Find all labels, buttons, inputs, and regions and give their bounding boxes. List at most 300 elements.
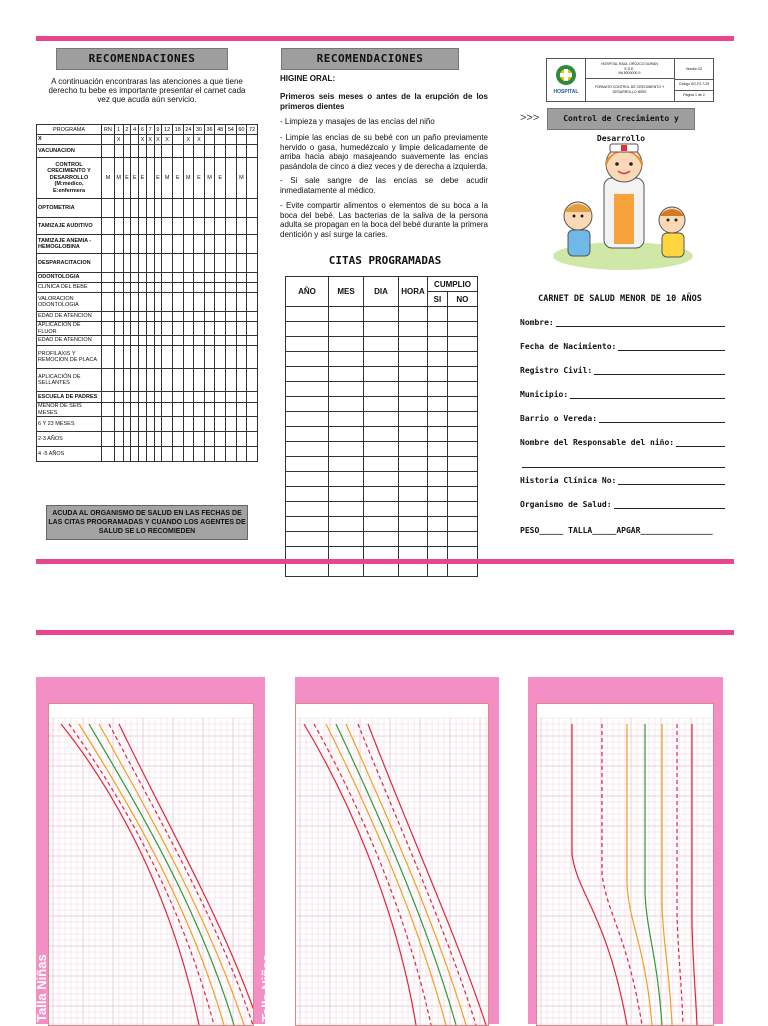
program-cell <box>162 145 173 158</box>
percentile-curve <box>368 724 486 1025</box>
program-cell <box>215 432 226 447</box>
program-row-label: 4 -5 AÑOS <box>37 447 102 462</box>
citas-cell[interactable] <box>364 322 399 337</box>
top-divider <box>36 36 734 41</box>
program-cell <box>194 346 205 369</box>
program-cell <box>139 293 147 312</box>
program-cell <box>139 218 147 235</box>
program-cell <box>204 392 215 403</box>
citas-cell[interactable] <box>447 472 477 487</box>
program-cell <box>123 273 131 283</box>
citas-cell[interactable] <box>364 457 399 472</box>
program-cell <box>139 447 147 462</box>
left-header: RECOMENDACIONES <box>56 48 228 70</box>
citas-cell[interactable] <box>329 307 364 322</box>
percentile-curve <box>346 724 466 1025</box>
citas-cell[interactable] <box>399 502 428 517</box>
citas-cell[interactable] <box>364 532 399 547</box>
program-cell <box>162 346 173 369</box>
program-cell <box>102 392 115 403</box>
citas-row <box>286 442 478 457</box>
program-cell <box>215 346 226 369</box>
program-cell <box>162 199 173 218</box>
program-cell <box>172 346 183 369</box>
program-cell <box>225 312 236 322</box>
arrow-icon: >>> <box>520 112 540 124</box>
citas-cell[interactable] <box>428 472 448 487</box>
citas-cell[interactable] <box>364 382 399 397</box>
citas-cell[interactable] <box>428 307 448 322</box>
carnet-field-input[interactable] <box>618 476 725 485</box>
citas-cell[interactable] <box>286 322 329 337</box>
program-cell: E <box>131 158 139 199</box>
citas-cell[interactable] <box>286 457 329 472</box>
program-cell <box>131 447 139 462</box>
citas-cell[interactable] <box>286 307 329 322</box>
program-cell <box>102 199 115 218</box>
program-cell <box>236 432 247 447</box>
program-cell <box>131 312 139 322</box>
program-cell <box>102 273 115 283</box>
program-row-label: APLICACIÓN DE FLUOR <box>37 322 102 336</box>
program-cell <box>139 145 147 158</box>
carnet-field-label: Registro Civil: <box>520 366 593 375</box>
program-cell <box>215 322 226 336</box>
percentile-curve <box>602 724 642 1025</box>
citas-cell[interactable] <box>428 517 448 532</box>
citas-cell[interactable] <box>286 412 329 427</box>
program-cell <box>225 447 236 462</box>
program-cell <box>114 199 123 218</box>
program-row <box>37 322 258 336</box>
program-cell <box>131 336 139 346</box>
program-cell <box>215 235 226 254</box>
citas-cell[interactable] <box>286 487 329 502</box>
carnet-field-label: Municipio: <box>520 390 569 399</box>
program-row <box>37 312 258 322</box>
citas-cell[interactable] <box>447 532 477 547</box>
program-cell <box>194 447 205 462</box>
citas-cell[interactable] <box>329 517 364 532</box>
program-row <box>37 417 258 432</box>
citas-cell[interactable] <box>428 352 448 367</box>
citas-cell[interactable] <box>329 457 364 472</box>
program-cell <box>225 403 236 417</box>
citas-cell[interactable] <box>428 337 448 352</box>
program-row <box>37 403 258 417</box>
program-cell <box>114 145 123 158</box>
program-cell <box>154 346 162 369</box>
citas-cell[interactable] <box>329 442 364 457</box>
program-cell <box>131 135 139 145</box>
chart-panel-2 <box>259 677 499 1024</box>
program-cell <box>154 293 162 312</box>
program-cell <box>247 322 258 336</box>
program-cell: M <box>162 158 173 199</box>
chart-title-3: Edad Niñas <box>516 951 531 1022</box>
program-cell <box>146 273 154 283</box>
program-cell <box>225 369 236 392</box>
carnet-field-input[interactable] <box>594 366 725 375</box>
citas-cell[interactable] <box>399 412 428 427</box>
citas-col-cumplio: CUMPLIO <box>428 277 478 292</box>
program-cell: M <box>204 158 215 199</box>
citas-cell[interactable] <box>447 322 477 337</box>
lower-divider <box>36 630 734 635</box>
citas-cell[interactable] <box>399 517 428 532</box>
citas-cell[interactable] <box>399 457 428 472</box>
carnet-field-input[interactable] <box>614 500 725 509</box>
chart-title-1: Talla Niñas <box>34 954 49 1022</box>
program-cell <box>194 432 205 447</box>
program-cell <box>247 235 258 254</box>
carnet-field <box>520 318 725 327</box>
program-cell <box>204 447 215 462</box>
program-cell <box>236 336 247 346</box>
citas-cell[interactable] <box>364 502 399 517</box>
program-cell <box>194 235 205 254</box>
program-cell <box>183 322 194 336</box>
citas-cell[interactable] <box>364 517 399 532</box>
citas-cell[interactable] <box>286 397 329 412</box>
program-cell <box>215 135 226 145</box>
program-cell <box>194 322 205 336</box>
program-cell <box>123 293 131 312</box>
program-cell <box>172 322 183 336</box>
citas-cell[interactable] <box>399 487 428 502</box>
citas-cell[interactable] <box>364 307 399 322</box>
citas-cell[interactable] <box>286 472 329 487</box>
citas-cell[interactable] <box>364 487 399 502</box>
program-row <box>37 135 258 145</box>
citas-cell[interactable] <box>399 472 428 487</box>
citas-cell[interactable] <box>329 412 364 427</box>
program-cell <box>236 273 247 283</box>
program-cell <box>215 145 226 158</box>
program-cell <box>162 322 173 336</box>
program-cell <box>154 273 162 283</box>
program-cell <box>162 273 173 283</box>
citas-cell[interactable] <box>364 352 399 367</box>
program-row <box>37 199 258 218</box>
doctor-children-illustration <box>548 138 698 278</box>
citas-cell[interactable] <box>447 502 477 517</box>
citas-cell[interactable] <box>428 532 448 547</box>
oral-bold-para: Primeros seis meses o antes de la erupción de los primeros dientes <box>280 92 488 111</box>
citas-cell[interactable] <box>428 457 448 472</box>
citas-cell[interactable] <box>364 442 399 457</box>
program-cell <box>215 392 226 403</box>
program-cell <box>162 283 173 293</box>
carnet-field <box>520 390 725 399</box>
program-cell <box>123 447 131 462</box>
program-cell <box>183 392 194 403</box>
program-cell <box>123 218 131 235</box>
citas-cell[interactable] <box>364 412 399 427</box>
program-cell <box>114 336 123 346</box>
program-cell <box>154 218 162 235</box>
citas-cell[interactable] <box>364 397 399 412</box>
citas-cell[interactable] <box>286 352 329 367</box>
carnet-field-label: Organismo de Salud: <box>520 500 612 509</box>
program-cell <box>139 322 147 336</box>
citas-cell[interactable] <box>329 472 364 487</box>
program-cell <box>204 336 215 346</box>
program-cell <box>154 392 162 403</box>
program-cell <box>247 283 258 293</box>
citas-cell[interactable] <box>286 337 329 352</box>
program-row-label: MENOR DE SEIS MESES <box>37 403 102 417</box>
program-cell <box>123 199 131 218</box>
program-cell <box>225 322 236 336</box>
program-cell <box>123 346 131 369</box>
program-cell <box>139 432 147 447</box>
program-col-3: 2 <box>123 125 131 135</box>
program-cell <box>172 135 183 145</box>
program-cell <box>131 254 139 273</box>
citas-cell[interactable] <box>399 427 428 442</box>
program-cell <box>172 432 183 447</box>
percentile-curve <box>314 724 431 1025</box>
program-cell <box>194 145 205 158</box>
citas-cell[interactable] <box>447 427 477 442</box>
carnet-field-input[interactable] <box>599 414 725 423</box>
section-title: Control de Crecimiento y Desarrollo <box>547 108 695 130</box>
citas-cell[interactable] <box>447 307 477 322</box>
program-cell <box>204 235 215 254</box>
citas-cell[interactable] <box>329 367 364 382</box>
program-cell <box>172 403 183 417</box>
citas-cell[interactable] <box>447 337 477 352</box>
citas-cell[interactable] <box>364 472 399 487</box>
citas-cell[interactable] <box>329 532 364 547</box>
program-cell: X <box>146 135 154 145</box>
program-cell <box>123 369 131 392</box>
program-row <box>37 293 258 312</box>
program-row-label: ESCUELA DE PADRES <box>37 392 102 403</box>
program-cell: E <box>123 158 131 199</box>
citas-cell[interactable] <box>329 337 364 352</box>
program-row-label: ODONTOLOGIA <box>37 273 102 283</box>
program-cell: E <box>154 158 162 199</box>
citas-cell[interactable] <box>329 382 364 397</box>
program-cell <box>247 199 258 218</box>
program-cell <box>225 392 236 403</box>
program-cell <box>215 283 226 293</box>
citas-cell[interactable] <box>447 442 477 457</box>
program-cell <box>131 218 139 235</box>
program-cell <box>183 293 194 312</box>
program-cell <box>183 312 194 322</box>
program-cell <box>247 312 258 322</box>
citas-cell[interactable] <box>428 382 448 397</box>
program-cell <box>225 336 236 346</box>
citas-cell[interactable] <box>329 427 364 442</box>
program-cell <box>131 369 139 392</box>
chart-panel-1 <box>36 677 265 1024</box>
program-cell <box>154 432 162 447</box>
program-cell <box>225 235 236 254</box>
program-cell <box>215 336 226 346</box>
carnet-field <box>520 476 725 485</box>
program-cell <box>139 403 147 417</box>
citas-cell[interactable] <box>447 382 477 397</box>
citas-cell[interactable] <box>329 322 364 337</box>
program-cell <box>162 417 173 432</box>
citas-cell[interactable] <box>447 457 477 472</box>
citas-cell[interactable] <box>286 502 329 517</box>
program-cell <box>114 346 123 369</box>
program-cell <box>102 312 115 322</box>
program-cell <box>204 346 215 369</box>
program-cell <box>183 235 194 254</box>
program-cell <box>236 312 247 322</box>
carnet-field-input[interactable] <box>570 390 725 399</box>
carnet-field-label: Historia Clínica No: <box>520 476 617 485</box>
program-cell <box>236 417 247 432</box>
program-cell <box>172 145 183 158</box>
program-row-label: APLICACIÓN DE SELLANTES <box>37 369 102 392</box>
citas-cell[interactable] <box>447 397 477 412</box>
citas-cell[interactable] <box>447 367 477 382</box>
program-cell: M <box>236 158 247 199</box>
citas-cell[interactable] <box>329 397 364 412</box>
citas-cell[interactable] <box>364 427 399 442</box>
citas-cell[interactable] <box>399 532 428 547</box>
program-cell <box>247 392 258 403</box>
program-cell <box>114 417 123 432</box>
program-cell: E <box>215 158 226 199</box>
program-row-label: X <box>37 135 102 145</box>
citas-cell[interactable] <box>329 352 364 367</box>
program-cell <box>114 312 123 322</box>
citas-cell[interactable] <box>399 322 428 337</box>
program-row <box>37 369 258 392</box>
citas-cell[interactable] <box>428 322 448 337</box>
program-cell <box>114 447 123 462</box>
program-col-12: 36 <box>204 125 215 135</box>
program-cell <box>146 417 154 432</box>
citas-cell[interactable] <box>286 427 329 442</box>
citas-cell[interactable] <box>447 487 477 502</box>
carnet-field-input[interactable] <box>618 342 725 351</box>
citas-cell[interactable] <box>329 487 364 502</box>
citas-cell[interactable] <box>399 382 428 397</box>
program-cell: X <box>183 135 194 145</box>
citas-cell[interactable] <box>399 367 428 382</box>
carnet-field-input[interactable] <box>556 318 725 327</box>
citas-cell[interactable] <box>428 502 448 517</box>
citas-cell[interactable] <box>364 367 399 382</box>
program-cell <box>225 273 236 283</box>
program-row <box>37 145 258 158</box>
growth-chart-1 <box>48 703 254 1026</box>
carnet-field-input[interactable] <box>676 438 725 447</box>
program-cell <box>123 417 131 432</box>
program-cell <box>123 145 131 158</box>
citas-cell[interactable] <box>399 307 428 322</box>
program-cell <box>139 312 147 322</box>
program-cell <box>114 392 123 403</box>
program-cell <box>247 293 258 312</box>
citas-cell[interactable] <box>399 397 428 412</box>
program-cell <box>204 322 215 336</box>
program-cell <box>183 346 194 369</box>
program-cell <box>183 432 194 447</box>
program-row-label: PROFILAXIS Y REMOCION DE PLACA <box>37 346 102 369</box>
citas-row <box>286 472 478 487</box>
citas-cell[interactable] <box>399 352 428 367</box>
program-cell <box>154 336 162 346</box>
percentile-curve <box>89 724 234 1025</box>
version-cell: Versión 02 <box>675 59 713 80</box>
citas-cell[interactable] <box>364 337 399 352</box>
citas-cell[interactable] <box>286 517 329 532</box>
citas-cell[interactable] <box>286 367 329 382</box>
citas-cell[interactable] <box>428 487 448 502</box>
hospital-line1: HOSPITAL RAUL OROZCO DURAN <box>601 62 658 66</box>
program-row <box>37 447 258 462</box>
program-cell <box>204 417 215 432</box>
program-cell <box>172 235 183 254</box>
citas-cell[interactable] <box>286 442 329 457</box>
program-cell <box>172 336 183 346</box>
program-cell <box>102 218 115 235</box>
program-cell <box>236 322 247 336</box>
program-cell <box>215 293 226 312</box>
growth-chart-3-svg <box>537 704 713 1025</box>
citas-cell[interactable] <box>447 352 477 367</box>
carnet-field-label: Fecha de Nacimiento: <box>520 342 617 351</box>
citas-cell[interactable] <box>428 367 448 382</box>
program-cell <box>247 218 258 235</box>
program-cell <box>247 432 258 447</box>
program-cell <box>154 145 162 158</box>
citas-cell[interactable] <box>329 502 364 517</box>
carnet-field <box>520 414 725 423</box>
citas-cell[interactable] <box>447 412 477 427</box>
citas-cell[interactable] <box>428 427 448 442</box>
citas-row <box>286 532 478 547</box>
citas-cell[interactable] <box>286 382 329 397</box>
citas-cell[interactable] <box>399 337 428 352</box>
program-cell: X <box>194 135 205 145</box>
program-cell <box>162 432 173 447</box>
program-cell <box>183 273 194 283</box>
program-cell <box>204 254 215 273</box>
citas-cell[interactable] <box>428 412 448 427</box>
program-cell <box>215 254 226 273</box>
program-cell <box>102 235 115 254</box>
program-cell <box>114 283 123 293</box>
program-cell <box>183 369 194 392</box>
citas-cell[interactable] <box>447 517 477 532</box>
citas-cell[interactable] <box>428 397 448 412</box>
program-cell <box>146 322 154 336</box>
citas-cell[interactable] <box>286 532 329 547</box>
program-cell <box>247 273 258 283</box>
program-cell <box>236 145 247 158</box>
program-cell <box>162 403 173 417</box>
program-row-label: CONTROL CRECIMIENTO Y DESARROLLO (M:medico, E:enfermera <box>37 158 102 199</box>
program-cell <box>247 346 258 369</box>
left-intro: A continuación encontraras las atenciones a que tiene derecho tu bebe es importante presentar el carnet cada vez que acuda aún servicio. <box>48 77 246 104</box>
citas-cell[interactable] <box>428 442 448 457</box>
citas-cell[interactable] <box>399 442 428 457</box>
left-footer-box: ACUDA AL ORGANISMO DE SALUD EN LAS FECHAS DE LAS CITAS PROGRAMADAS Y CUANDO LOS AGENTES DE SALUD SE LO RECOMIEDEN <box>46 505 248 540</box>
program-cell <box>236 283 247 293</box>
carnet-field-input[interactable] <box>522 459 725 468</box>
